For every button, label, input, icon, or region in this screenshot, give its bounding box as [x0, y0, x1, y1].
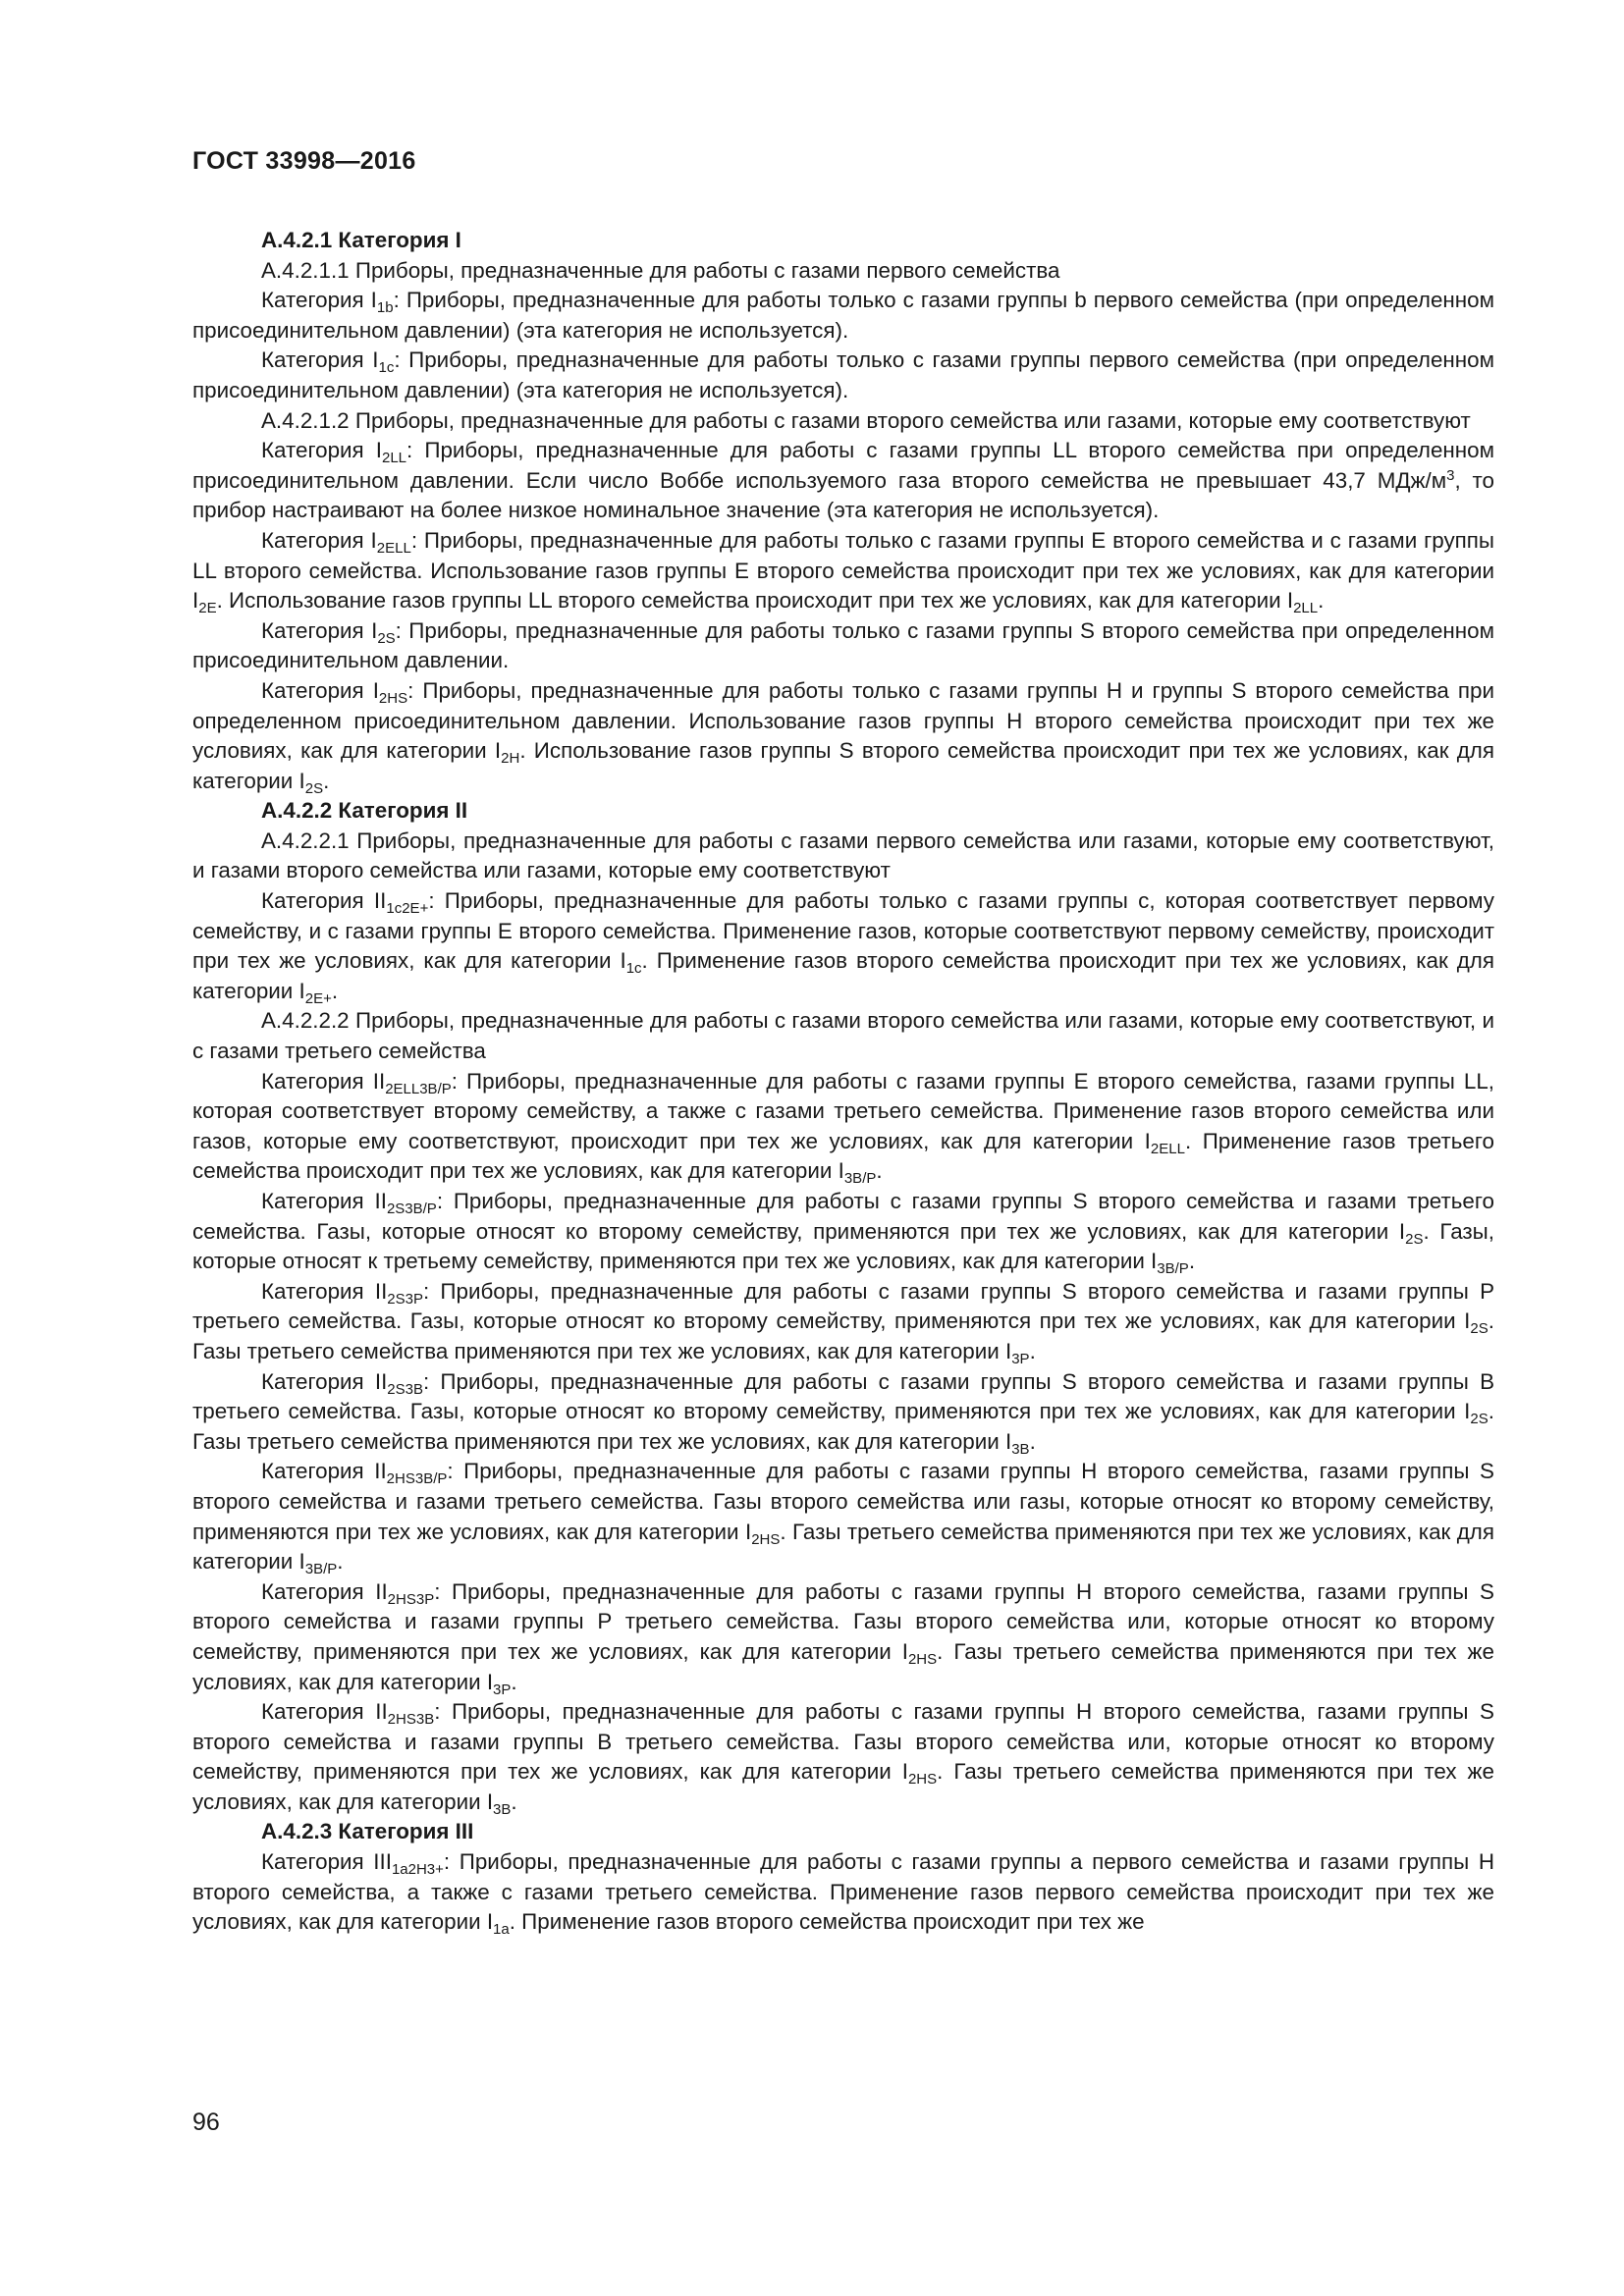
category-subscript: 1c	[378, 359, 395, 377]
text-run: : Приборы, предназначенные для работы только с газами группы E второго семейства и с газами группы LL второго семейства. Использование газов группы E второго семейства происходит при тех же условиях, как для категории I	[192, 527, 1494, 614]
category-subscript: 1a2H3+	[391, 1861, 444, 1879]
text-run: : Приборы, предназначенные для работы только с газами группы c, которая соответствует первому семейству, и с газами группы E второго семейства. Применение газов, которые соответствуют первому семейству, происходит при тех же условиях, как для категории I	[192, 888, 1494, 974]
text-run: Категория II	[261, 1278, 388, 1304]
text-run: Категория II	[261, 1699, 388, 1725]
text-run: Категория II	[261, 1189, 387, 1213]
category-subscript: 1a	[493, 1921, 510, 1939]
text-run: : Приборы, предназначенные для работы с газами группы LL второго семейства при определенном присоединительном давлении. Если число Воббе используемого газа второго семейства не превышает 43,7 МДж/м	[192, 438, 1494, 493]
text-run: . Газы третьего семейства применяются при тех же условиях, как для категории I	[192, 1399, 1494, 1454]
text-run: : Приборы, предназначенные для работы только с газами группы S второго семейства при определенном присоединительном давлении.	[192, 617, 1494, 673]
category-subscript: 2ELL	[1150, 1140, 1185, 1157]
category-subscript: 3P	[493, 1681, 512, 1698]
paragraph	[192, 346, 1494, 405]
text-run: А.4.2.2 Категория II	[261, 798, 468, 824]
text-run: .	[1318, 588, 1325, 614]
paragraph	[192, 526, 1494, 616]
text-run: : Приборы, предназначенные для работы с газами группы H второго семейства, газами группы S второго семейства и газами третьего семейства. Газы второго семейства или газы, которые относят ко второму семейству, применяются при тех же условиях, как для категории I	[192, 1459, 1494, 1544]
paragraph	[192, 1847, 1494, 1938]
category-subscript: 1c	[625, 960, 642, 978]
text-run: .	[511, 1669, 517, 1694]
text-run: : Приборы, предназначенные для работы с газами группы S второго семейства и газами третьего семейства. Газы, которые относят ко второму семейству, применяются при тех же условиях, как для категории I	[192, 1189, 1494, 1244]
category-subscript: 2S	[377, 629, 396, 647]
text-run: . Газы третьего семейства применяются при тех же условиях, как для категории I	[192, 1759, 1494, 1814]
text-run: Категория I	[261, 617, 378, 643]
category-subscript: 2H	[501, 750, 520, 768]
heading-a-4-2-1	[192, 226, 1494, 256]
text-run: Категория I	[261, 288, 377, 313]
paragraph	[192, 436, 1494, 526]
heading-a-4-2-3	[192, 1817, 1494, 1847]
heading-a-4-2-2	[192, 796, 1494, 827]
document-body	[192, 226, 1494, 1938]
text-run: .	[511, 1789, 517, 1814]
paragraph	[192, 406, 1494, 437]
category-subscript: 2HS	[907, 1771, 938, 1789]
category-subscript: 2HS3B/P	[386, 1470, 448, 1488]
text-run: . Газы третьего семейства применяются при тех же условиях, как для категории I	[192, 1519, 1495, 1575]
category-subscript: 2E	[198, 600, 217, 617]
category-subscript: 3B	[1011, 1440, 1030, 1458]
text-run: Категория II	[261, 888, 387, 914]
text-run: . Газы третьего семейства применяются при тех же условиях, как для категории I	[192, 1308, 1494, 1363]
unit-superscript: 3	[1446, 466, 1455, 484]
text-run: .	[337, 1549, 344, 1575]
text-run: : Приборы, предназначенные для работы с газами группы H второго семейства, газами группы S второго семейства и газами группы P третьего семейства. Газы второго семейства или, которые относят ко второму семейству, применяются при тех же условиях, как для категории I	[192, 1578, 1494, 1664]
text-run: А.4.2.1 Категория I	[261, 228, 461, 252]
text-run: . Применение газов третьего семейства происходит при тех же условиях, как для категории I	[192, 1128, 1494, 1184]
text-run: .	[1029, 1338, 1036, 1363]
text-run: Категория III	[261, 1849, 392, 1875]
text-run: А.4.2.1.1 Приборы, предназначенные для работы с газами первого семейства	[261, 257, 1060, 283]
text-run: : Приборы, предназначенные для работы только с газами группы H и группы S второго семейства при определенном присоединительном давлении. Использование газов группы H второго семейства происходит при тех же условиях, как для категории I	[192, 677, 1494, 764]
text-run: Категория II	[261, 1578, 388, 1604]
document-header: ГОСТ 33998—2016	[192, 147, 416, 175]
text-run: Категория II	[261, 1459, 387, 1484]
text-run: Категория II	[261, 1368, 388, 1394]
text-run: Категория I	[261, 677, 379, 703]
text-run: : Приборы, предназначенные для работы с газами группы S второго семейства и газами группы P третьего семейства. Газы, которые относят ко второму семейству, применяются при тех же условиях, как для категории I	[192, 1278, 1494, 1334]
category-subscript: 2HS3P	[387, 1590, 435, 1608]
text-run: : Приборы, предназначенные для работы только с газами группы первого семейства (при определенном присоединительном давлении) (эта категория не используется).	[192, 347, 1495, 402]
paragraph	[192, 827, 1494, 886]
paragraph	[192, 1457, 1494, 1576]
paragraph	[192, 1006, 1494, 1066]
category-subscript: 2S3B	[387, 1380, 423, 1398]
page-number: 96	[192, 2109, 220, 2136]
category-subscript: 3B/P	[1157, 1260, 1189, 1278]
category-subscript: 2S3P	[387, 1290, 423, 1308]
category-subscript: 2S	[1470, 1320, 1489, 1338]
category-subscript: 3B	[493, 1800, 512, 1818]
category-subscript: 2S	[1405, 1230, 1424, 1248]
paragraph	[192, 1367, 1494, 1458]
category-subscript: 2S	[1470, 1411, 1489, 1428]
text-run: А.4.2.3 Категория III	[261, 1819, 474, 1844]
text-run: .	[1029, 1428, 1036, 1454]
text-run: .	[1188, 1249, 1196, 1274]
category-subscript: 2S3B/P	[386, 1201, 437, 1217]
paragraph	[192, 616, 1494, 676]
text-run: : Приборы, предназначенные для работы с газами группы S второго семейства и газами группы B третьего семейства. Газы, которые относят ко второму семейству, применяются при тех же условиях, как для категории I	[192, 1368, 1494, 1424]
category-subscript: 2HS3B	[387, 1711, 435, 1729]
text-run: . Применение газов второго семейства происходит при тех же	[509, 1909, 1145, 1935]
paragraph	[192, 886, 1494, 1006]
paragraph	[192, 676, 1494, 796]
category-subscript: 3B/P	[843, 1170, 877, 1188]
text-run: . Применение газов второго семейства происходит при тех же условиях, как для категории I	[192, 948, 1494, 1003]
text-run: Категория II	[261, 1068, 386, 1094]
text-run: А.4.2.1.2 Приборы, предназначенные для работы с газами второго семейства или газами, которые ему соответствуют	[261, 407, 1471, 433]
text-run: . Газы, которые относят к третьему семейству, применяются при тех же условиях, как для категории I	[192, 1218, 1494, 1274]
text-run: .	[323, 768, 330, 793]
text-run: : Приборы, предназначенные для работы только с газами группы b первого семейства (при определенном присоединительном давлении) (эта категория не используется).	[192, 288, 1494, 343]
paragraph	[192, 1577, 1494, 1697]
text-run: Категория I	[261, 347, 379, 373]
paragraph	[192, 1187, 1494, 1277]
category-subscript: 2E+	[304, 989, 332, 1007]
paragraph	[192, 286, 1494, 346]
category-subscript: 2HS	[907, 1650, 938, 1668]
paragraph	[192, 256, 1494, 287]
text-run: .	[876, 1158, 883, 1184]
text-run: : Приборы, предназначенные для работы с газами группы a первого семейства и газами группы H второго семейства, а также с газами третьего семейства. Применение газов первого семейства происходит при тех же условиях, как для категории I	[192, 1849, 1494, 1935]
text-run: Категория I	[261, 438, 382, 463]
category-subscript: 2LL	[1293, 600, 1319, 617]
text-run: . Использование газов группы LL второго семейства происходит при тех же условиях, как для категории I	[216, 588, 1294, 614]
category-subscript: 2HS	[751, 1530, 781, 1548]
paragraph	[192, 1697, 1494, 1817]
text-run: Категория I	[261, 527, 377, 553]
category-subscript: 2HS	[378, 689, 408, 707]
category-subscript: 3B/P	[304, 1561, 338, 1578]
text-run: . Газы третьего семейства применяются при тех же условиях, как для категории I	[192, 1638, 1494, 1694]
category-subscript: 2LL	[382, 450, 407, 467]
text-run: , то прибор настраивают на более низкое номинальное значение (эта категория не используется).	[192, 467, 1495, 523]
text-run: : Приборы, предназначенные для работы с газами группы H второго семейства, газами группы S второго семейства и газами группы B третьего семейства. Газы второго семейства или, которые относят ко второму семейству, применяются при тех же условиях, как для категории I	[192, 1699, 1494, 1785]
text-run: . Использование газов группы S второго семейства происходит при тех же условиях, как для категории I	[192, 738, 1494, 793]
text-run: А.4.2.2.1 Приборы, предназначенные для работы с газами первого семейства или газами, которые ему соответствуют, и газами второго семейства или газами, которые ему соответствуют	[192, 828, 1494, 883]
category-subscript: 2ELL	[376, 539, 411, 557]
paragraph	[192, 1277, 1494, 1367]
text-run: .	[331, 978, 339, 1003]
category-subscript: 3P	[1011, 1350, 1030, 1367]
paragraph	[192, 1067, 1494, 1187]
text-run: А.4.2.2.2 Приборы, предназначенные для работы с газами второго семейства или газами, которые ему соответствуют, и с газами третьего семейства	[192, 1008, 1494, 1064]
category-subscript: 1b	[376, 299, 394, 317]
category-subscript: 2ELL3B/P	[385, 1080, 452, 1097]
category-subscript: 2S	[304, 779, 324, 797]
category-subscript: 1c2E+	[386, 900, 429, 918]
text-run: : Приборы, предназначенные для работы с газами группы E второго семейства, газами группы LL, которая соответствует второму семейству, а также с газами третьего семейства. Применение газов второго семейства или газов, которые ему соответствуют, происходит при тех же условиях, как для категории I	[192, 1068, 1494, 1153]
